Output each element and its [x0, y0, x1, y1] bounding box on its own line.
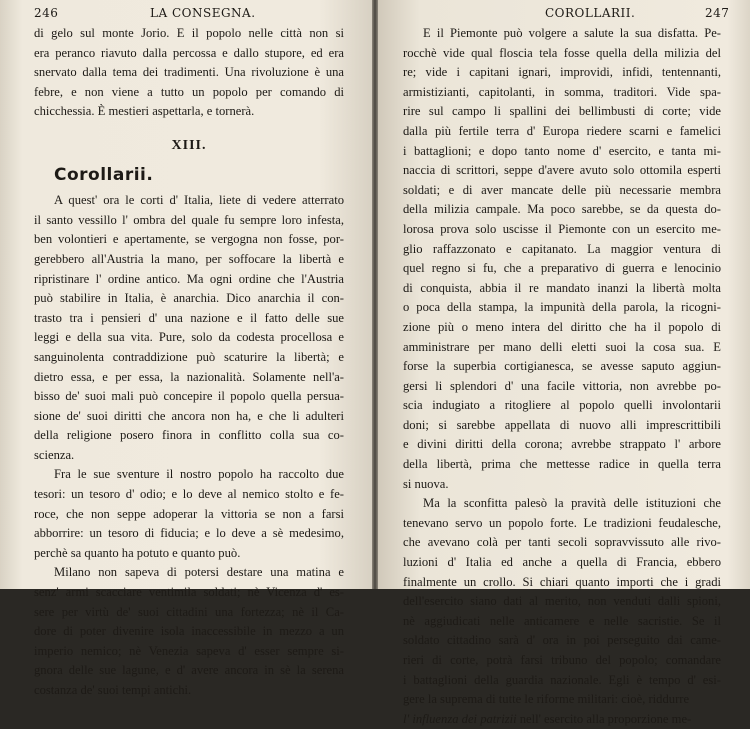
text-line-rest: nell' esercito alla proporzione me- — [516, 711, 692, 726]
text-line: di conquista, abbia il re mandato inanzi la libertà molta — [403, 280, 721, 295]
text-line: scienza. — [34, 447, 75, 462]
text-line: E il Piemonte può volgere a salute la sua disfatta. Pe- — [423, 26, 721, 40]
text-line: era peranco riavuto dalla percossa e dallo stupore, ed era — [34, 45, 344, 60]
text-line: gersi li splendori d' una facile vittoria, non avrebbe po- — [403, 378, 721, 393]
text-line: si nuova. — [403, 476, 449, 491]
text-line: della milizia campale. Ma poco sarebbe, se da questa do- — [403, 202, 721, 217]
text-line: luzioni d' Italia ed anche a quella di Francia, ebbero — [403, 555, 721, 570]
text-line: gere la suprema di tutte le riforme militari: cioè, riddurre — [403, 692, 690, 707]
text-line: finalmente un crollo. Si chiari quanto importi che i gradi — [403, 574, 721, 589]
text-line: tesori: un tesoro d' odio; e lo deve al nemico stolto e fe- — [34, 487, 344, 502]
text-line: roce, che non seppe adoperar la vittoria se non a farsi — [34, 506, 344, 521]
text-line: zione più o meno intera del diritto che ha il popolo di — [403, 319, 721, 334]
text-line: A quest' ora le corti d' Italia, liete di vedere atterrato — [54, 193, 344, 208]
running-head-right: COROLLARII. — [545, 6, 636, 20]
page-number-left: 246 — [34, 6, 59, 20]
text-line: chicchessia. È mestieri aspettarla, e tornerà. — [34, 104, 255, 119]
text-line: snervato dalla tema dei tradimenti. Una rivoluzione è una — [34, 65, 344, 80]
text-line: sere per virtù de' suoi cittadini una fortezza; nè il Ca- — [34, 604, 344, 619]
text-line: perchè sa quanto ha potuto e quanto può. — [34, 545, 241, 560]
text-line: ripristinare l' ordine antico. Ma ogni ordine che l'Austria — [34, 271, 344, 286]
text-line: rocchè vide qual floscia tela fosse quella della milizia del — [403, 45, 721, 60]
text-line: sione de' suoi diritti che ancora non ha, e che li adulteri — [34, 408, 344, 423]
text-line: leggi e della sua vita. Pure, solo da codesta procellosa e — [34, 330, 344, 345]
text-line: Ma la sconfitta palesò la pravità delle istituzioni che — [423, 496, 721, 511]
italic-phrase: l' influenza dei patrizii — [403, 711, 517, 726]
text-line: doni; si sarebbe appellata di nuovo alli imprescrittibili — [403, 417, 721, 432]
page-number-right: 247 — [705, 6, 730, 20]
text-line: i battaglioni; e dopo tanto nome d' esercito, e tanta mi- — [403, 143, 721, 158]
text-line: di gelo sul monte Jorio. E il popolo nelle città non si — [34, 26, 344, 40]
text-line: dalla più fertile terra d' Europa riedere scarni e famelici — [403, 123, 721, 138]
text-line: dore di poter divenire isola inaccessibile in mezzo a un — [34, 624, 344, 639]
text-line: il santo vessillo l' ombra del quale fu sempre loro infesta, — [34, 212, 344, 227]
text-line: scia indugiato a ritogliere al popolo quelli involontarii — [403, 398, 721, 413]
text-line: glio raffazzonato e capitanato. La maggior ventura di — [403, 241, 721, 256]
right-page — [375, 0, 750, 726]
text-line: o poca della stampa, la impunità della parola, la ricogni- — [403, 300, 721, 315]
running-head-left: LA CONSEGNA. — [150, 6, 256, 20]
text-line: Fra le sue sventure il nostro popolo ha raccolto due — [54, 467, 344, 482]
text-line: naccia di scrittori, seppe d'avere avuto solo ottomila esperti — [403, 163, 721, 178]
text-line: tenevano servo un popolo forte. Le tradizioni feudalesche, — [403, 515, 721, 530]
text-line: quel regno si fu, che a preparativo di guerra e lenocinio — [403, 261, 721, 276]
left-page-body — [34, 24, 344, 701]
text-line: e divini diritti della corona; avrebbe strappato l' arbore — [403, 437, 721, 452]
text-line: della religione posero finora in conflitto colla sua co- — [34, 428, 344, 443]
text-line: bisso de' suoi mali può concepire il popolo quella persua- — [34, 389, 344, 404]
text-line: armistizianti, capitolanti, in somma, traditori. Vide spa- — [403, 84, 721, 99]
book-gutter — [372, 0, 378, 589]
left-page — [0, 0, 375, 697]
text-line — [403, 710, 721, 729]
right-page-body — [403, 24, 721, 729]
text-line: trasto tra i pensieri d' una nazione e il fatto delle sue — [34, 310, 344, 325]
chapter-number: XIII. — [171, 137, 207, 153]
text-line: amministrare per mano delli eletti suoi la cosa sua. E — [403, 339, 721, 354]
text-line: i battaglioni della guardia nazionale. Egli è tempo d' esi- — [403, 672, 721, 687]
text-line: soldati; e di aver mancate delle più necessarie membra — [403, 182, 721, 197]
text-line: rieri di corte, potrà farsi tribuno del popolo; comandare — [403, 653, 721, 667]
text-line: ben volontieri e apertamente, se vergogna non fosse, por- — [34, 232, 344, 247]
text-line: soldato cittadino sarà d' ora in poi perseguito dai came- — [403, 633, 721, 648]
text-line: lorosa prova solo uscisse il Piemonte con un esercito me- — [403, 221, 721, 236]
text-line: senz' armi scacciare ventimila soldati; nè Vicenza d' es- — [34, 585, 344, 600]
text-line: dell'esercito siano dati al merito, non venduti dalli spioni, — [403, 594, 721, 609]
text-line: imperio nemico; nè Venezia sapeva d' esser sempre si- — [34, 643, 344, 658]
text-line: forse la superbia cortigianesca, se avesse saputo aggiun- — [403, 359, 721, 374]
text-line: può stabilire in Italia, è anarchia. Dico anarchia il con- — [34, 291, 344, 306]
text-line: rire sul campo li spallini dei bellimbusti di corte; vide — [403, 104, 721, 119]
text-line: Milano non sapeva di potersi destare una matina e — [54, 565, 344, 580]
text-line: sanguinolenta contraddizione può scaturire la libertà; e — [34, 349, 344, 364]
section-title: Corollarii. — [54, 164, 154, 185]
text-line: febre, e non viene a tutto un popolo per comando di — [34, 84, 344, 99]
text-line: costanza de' suoi tempi antichi. — [34, 683, 192, 697]
text-line: della libertà, prima che mettesse radice in quella terra — [403, 457, 721, 472]
text-line: re; vide i capitani ignari, improvidi, infidi, tentennanti, — [403, 65, 721, 80]
text-line: gnora delle sue lagune, e d' avere ancora in sè la serena — [34, 663, 344, 678]
text-line: abborrire: un tesoro di fiducia; e lo deve a sè medesimo, — [34, 526, 344, 541]
text-line: gerebbero all'Austria la mano, per soffocare la libertà e — [34, 251, 344, 266]
text-line: nè aggiudicati nelle anticamere e nelle sacristie. Se il — [403, 613, 721, 628]
text-line: dietro essa, e per essa, la nazionalità. Solamente nell'a- — [34, 369, 344, 384]
text-line: che avevano colà per tanti secoli sopravvissuto alle rivo- — [403, 535, 721, 550]
